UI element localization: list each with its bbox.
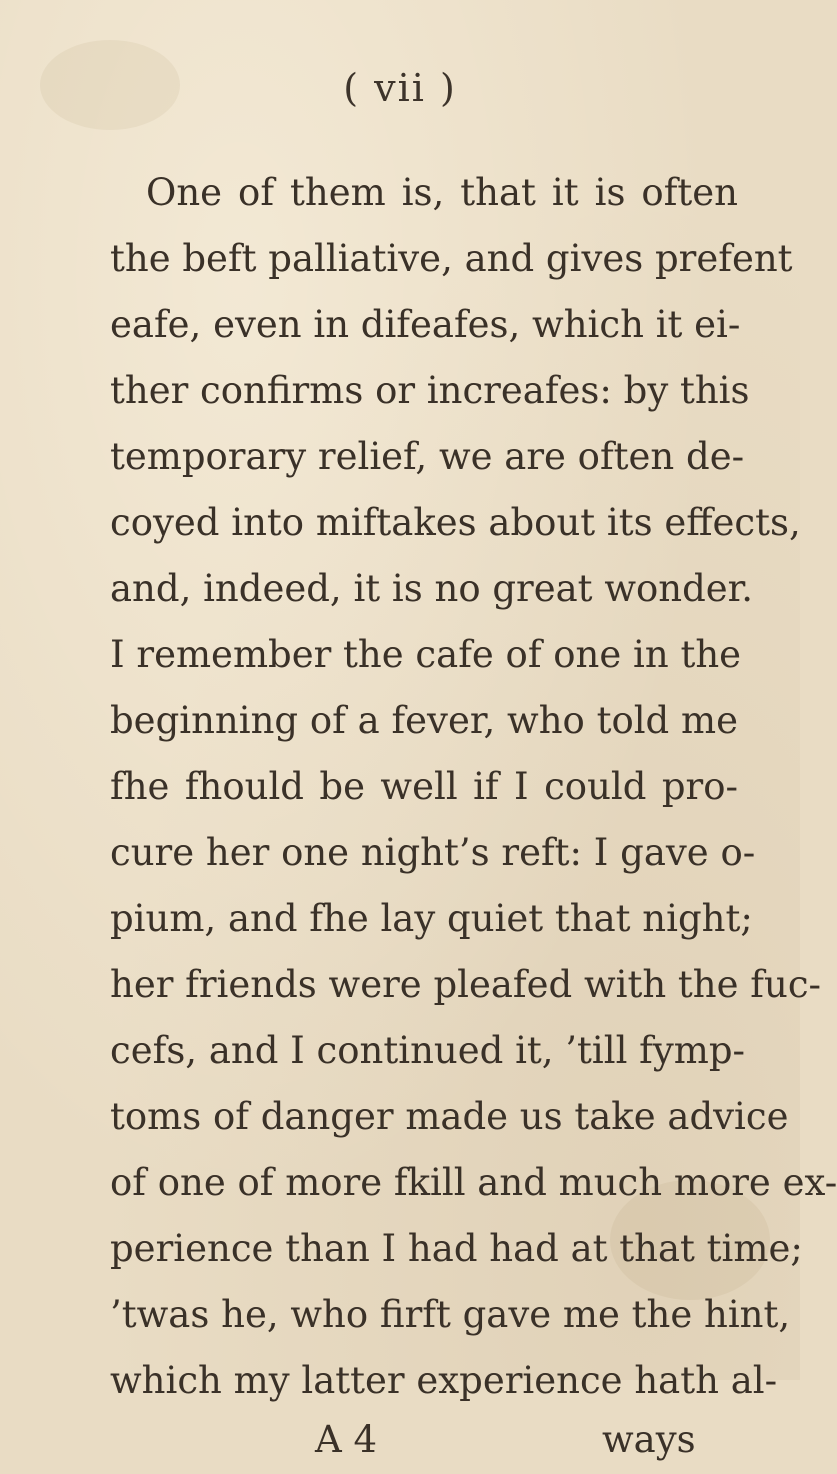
text-line: cefs, and I continued it, ’till fymp- — [110, 1029, 746, 1072]
text-line: temporary relief, we are often de- — [110, 435, 745, 478]
signature-mark: A 4 — [315, 1418, 378, 1461]
text-line: ther confirms or increafes: by this — [110, 369, 750, 412]
text-line: eafe, even in difeafes, which it ei- — [110, 303, 741, 346]
text-line: toms of danger made us take advice — [110, 1095, 789, 1138]
text-line: cure her one night’s reft: I gave o- — [110, 831, 756, 874]
body-text — [110, 160, 837, 1474]
text-line: and, indeed, it is no great wonder. — [110, 567, 754, 610]
text-line: her friends were pleafed with the fuc- — [110, 963, 822, 1006]
text-line: beginning of a fever, who told me — [110, 699, 738, 742]
text-line: the beft palliative, and gives prefent — [110, 237, 793, 280]
text-line: perience than I had had at that time; — [110, 1227, 803, 1270]
text-line: which my latter experience hath al- — [110, 1359, 778, 1402]
text-line: coyed into miftakes about its effects, — [110, 501, 801, 544]
page-number: ( vii ) — [343, 66, 457, 110]
footer-row — [118, 1414, 738, 1474]
text-line: fhe fhould be well if I could pro- — [110, 765, 738, 808]
text-line: pium, and fhe lay quiet that night; — [110, 897, 753, 940]
catchword: ways — [602, 1418, 696, 1461]
text-line: ’twas he, who firft gave me the hint, — [110, 1293, 791, 1336]
text-line: of one of more fkill and much more ex- — [110, 1161, 837, 1204]
text-line: One of them is, that it is often — [146, 171, 738, 214]
text-line: I remember the cafe of one in the — [110, 633, 742, 676]
